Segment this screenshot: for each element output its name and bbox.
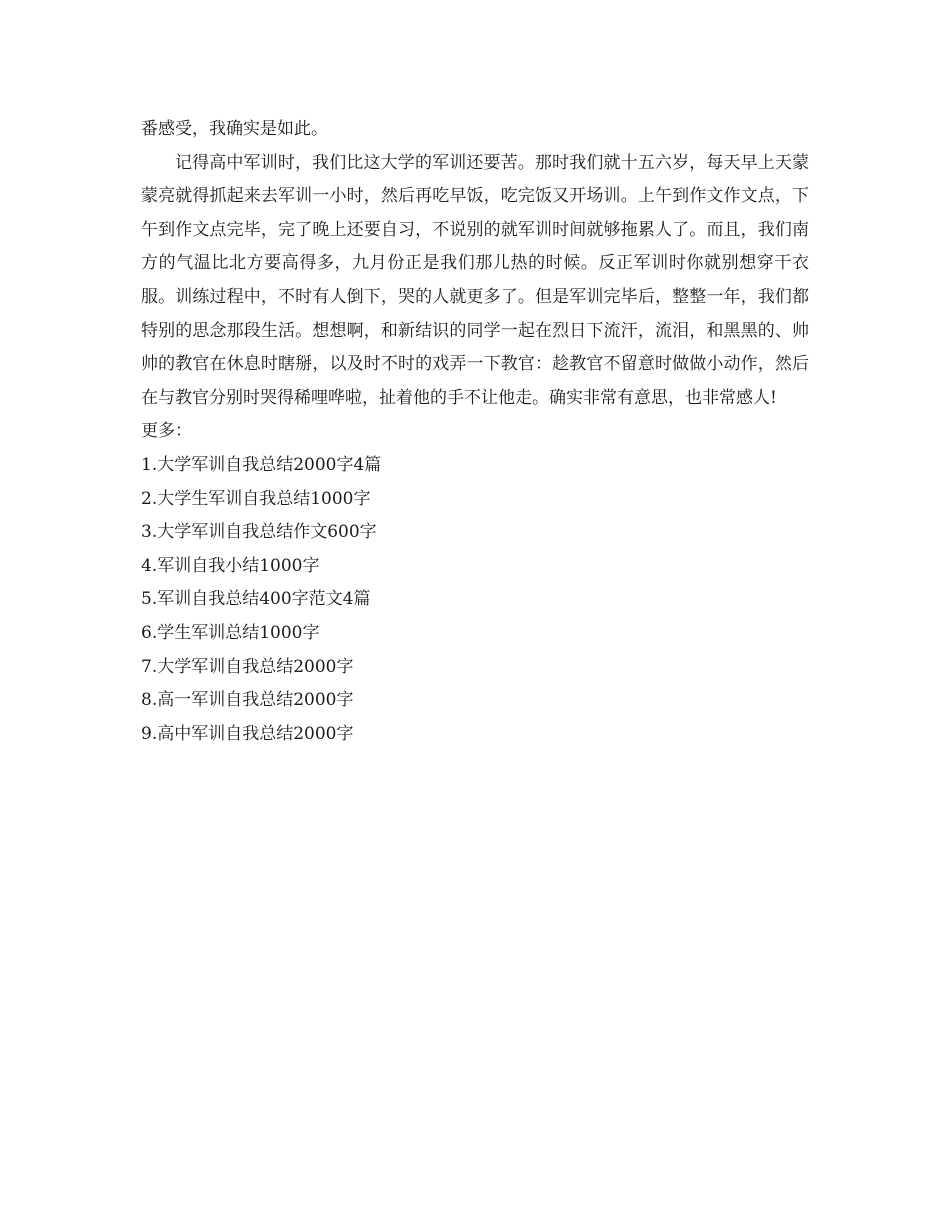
paragraph-military-training: 记得高中军训时，我们比这大学的军训还要苦。那时我们就十五六岁，每天早上天蒙蒙亮就得抓起来去军训一小时，然后再吃早饭，吃完饭又开场训。上午到作文作文点，下午到作文点完毕，完了晚上还要自习，不说别的就军训时间就够拖累人了。而且，我们南方的气温比北方要高得多，九月份正是我们那儿热的时候。反正军训时你就别想穿干衣服。训练过程中，不时有人倒下，哭的人就更多了。但是军训完毕后，整整一年，我们都特别的思念那段生活。想想啊，和新结识的同学一起在烈日下流汗，流泪，和黑黑的、帅帅的教官在休息时瞎掰，以及时不时的戏弄一下教官：趁教官不留意时做做小动作，然后在与教官分别时哭得稀哩哗啦，扯着他的手不让他走。确实非常有意思，也非常感人! (141, 152, 809, 408)
document-body (141, 113, 809, 751)
more-link-4[interactable]: 4.军训自我小结1000字 (141, 555, 320, 576)
more-link-7[interactable]: 7.大学军训自我总结2000字 (141, 656, 354, 677)
more-link-8[interactable]: 8.高一军训自我总结2000字 (141, 690, 354, 711)
more-link-2[interactable]: 2.大学生军训自我总结1000字 (141, 488, 371, 509)
paragraph-continuation: 番感受，我确实是如此。 (141, 119, 328, 139)
more-links-list (141, 449, 809, 751)
more-link-9[interactable]: 9.高中军训自我总结2000字 (141, 723, 354, 744)
more-link-1[interactable]: 1.大学军训自我总结2000字4篇 (141, 454, 382, 475)
more-label: 更多： (141, 421, 192, 442)
more-link-3[interactable]: 3.大学军训自我总结作文600字 (141, 522, 377, 543)
more-link-5[interactable]: 5.军训自我总结400字范文4篇 (141, 589, 371, 610)
more-link-6[interactable]: 6.学生军训总结1000字 (141, 622, 320, 643)
